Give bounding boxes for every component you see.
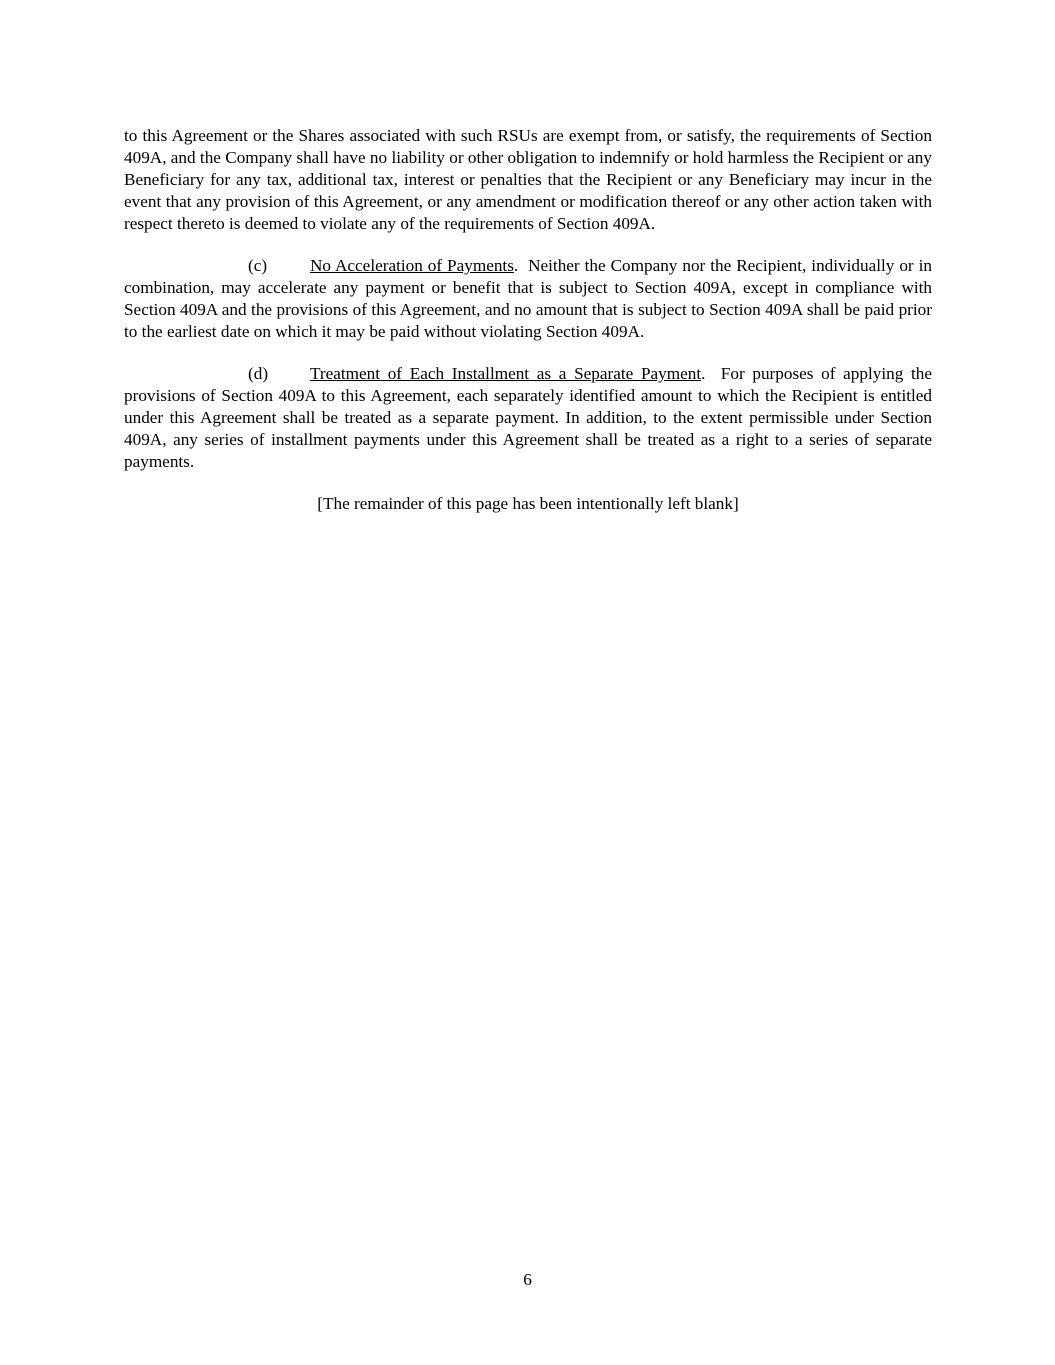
section-d-number: (d)	[248, 364, 269, 383]
section-d-heading-end: .	[701, 364, 706, 383]
section-d-text: For purposes of applying the provisions of Section 409A to this Agreement, each separately identified amount to which the Recipient is entitled under this Agreement shall be treated as a separate payment. In addition, to the extent permissible under Section 409A, any series of installment payments under this Agreement shall be treated as a right to a series of separate payments.	[124, 364, 933, 471]
section-d-paragraph	[124, 363, 932, 473]
continuation-paragraph: to this Agreement or the Shares associated with such RSUs are exempt from, or satisfy, the requirements of Section 409A, and the Company shall have no liability or other obligation to indemnify or hold harmless the Recipient or any Beneficiary for any tax, additional tax, interest or penalties that the Recipient or any Beneficiary may incur in the event that any provision of this Agreement, or any amendment or modification thereof or any other action taken with respect thereto is deemed to violate any of the requirements of Section 409A.	[124, 126, 932, 233]
document-body	[124, 125, 932, 515]
section-c-paragraph	[124, 255, 932, 343]
section-d-heading: Treatment of Each Installment as a Separate Payment	[310, 364, 702, 383]
section-c-heading: No Acceleration of Payments	[310, 256, 514, 275]
section-c-heading-end: .	[513, 256, 519, 275]
section-c-text: Neither the Company nor the Recipient, individually or in combination, may accelerate any payment or benefit that is subject to Section 409A, except in compliance with Section 409A and the provisions of this Agreement, and no amount that is subject to Section 409A shall be paid prior to the earliest date on which it may be paid without violating Section 409A.	[124, 256, 932, 341]
page-number: 6	[523, 1270, 532, 1289]
intentionally-blank-note: [The remainder of this page has been intentionally left blank]	[317, 494, 739, 513]
section-c-number: (c)	[248, 256, 268, 275]
